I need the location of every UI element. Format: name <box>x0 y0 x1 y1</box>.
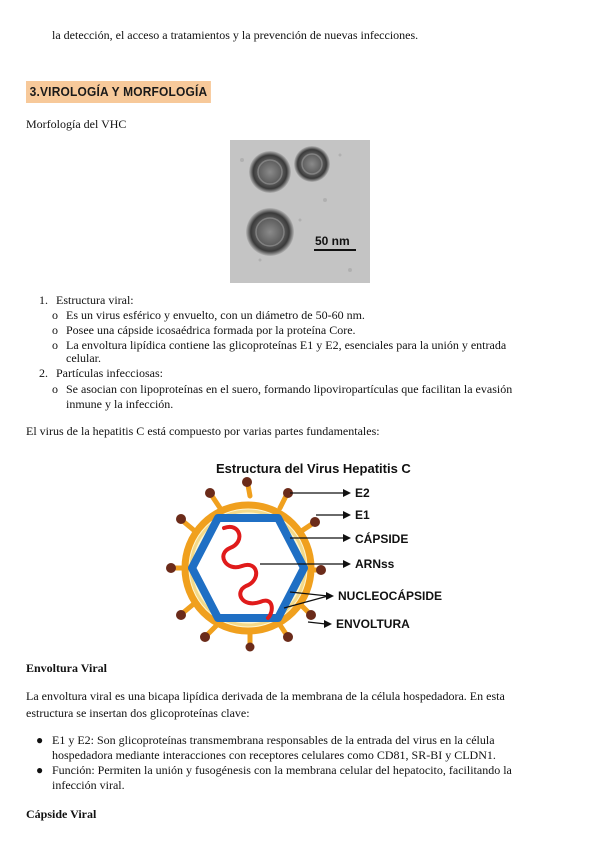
label-nucleocapside: NUCLEOCÁPSIDE <box>338 589 443 603</box>
sub-list-item-cont: celular. <box>66 351 101 365</box>
list-item-title: Partículas infecciosas: <box>56 366 163 380</box>
bullet-dot: ● <box>36 733 44 747</box>
envoltura-heading: Envoltura Viral <box>26 661 108 675</box>
envoltura-paragraph-line: La envoltura viral es una bicapa lipídica derivada de la membrana de la célula hospedadora. En esta <box>26 689 505 703</box>
morphology-caption: Morfología del VHC <box>26 117 127 131</box>
sub-list-item: o Se asocian con lipoproteínas en el suero, formando lipoviropartículas que facilitan la evasión <box>52 382 513 396</box>
bullet-item-line: hospedadora mediante interacciones con receptores celulares como CD81, SR-BI y CLDN1. <box>52 748 496 762</box>
scale-bar-label: 50 nm <box>315 234 350 248</box>
diagram-title: Estructura del Virus Hepatitis C <box>216 461 411 476</box>
hcv-structure-diagram <box>150 452 450 652</box>
virion-particle <box>294 146 330 182</box>
label-e1: E1 <box>355 508 370 522</box>
sub-list-item: o Es un virus esférico y envuelto, con un diámetro de 50-60 nm. <box>52 308 365 322</box>
label-capside: CÁPSIDE <box>355 532 409 546</box>
bullet-item-line: E1 y E2: Son glicoproteínas transmembrana responsables de la entrada del virus en la célula <box>52 733 495 747</box>
bullet-item-line: Función: Permiten la unión y fusogénesis con la membrana celular del hepatocito, facilitando la <box>52 763 512 777</box>
virion-particle <box>249 151 291 193</box>
hcv-micrograph <box>230 140 370 283</box>
list-item: 1. Estructura viral: <box>39 293 134 307</box>
bullet-item-line: infección viral. <box>52 778 125 792</box>
label-envoltura: ENVOLTURA <box>336 617 410 631</box>
bullet-dot: ● <box>36 763 44 777</box>
capside-heading: Cápside Viral <box>26 807 97 821</box>
list-item-title: Estructura viral: <box>56 293 134 307</box>
sub-list-item: o Posee una cápside icosaédrica formada por la proteína Core. <box>52 323 356 337</box>
envoltura-paragraph-line: estructura se insertan dos glicoproteínas clave: <box>26 706 250 720</box>
section-title: 3.VIROLOGÍA Y MORFOLOGÍA <box>26 81 211 103</box>
sub-list-item: o La envoltura lipídica contiene las glicoproteínas E1 y E2, esenciales para la unión y entrada <box>52 338 507 352</box>
composition-sentence: El virus de la hepatitis C está compuesto por varias partes fundamentales: <box>26 424 380 438</box>
label-arnss: ARNss <box>355 557 395 571</box>
micrograph-image <box>230 140 370 283</box>
scale-bar <box>314 249 356 251</box>
list-item: 2. Partículas infecciosas: <box>39 366 163 380</box>
label-e2: E2 <box>355 486 370 500</box>
virion-particle <box>246 208 294 256</box>
intro-text: la detección, el acceso a tratamientos y la prevención de nuevas infecciones. <box>52 28 419 42</box>
sub-list-item-cont: inmune y la infección. <box>66 397 174 411</box>
